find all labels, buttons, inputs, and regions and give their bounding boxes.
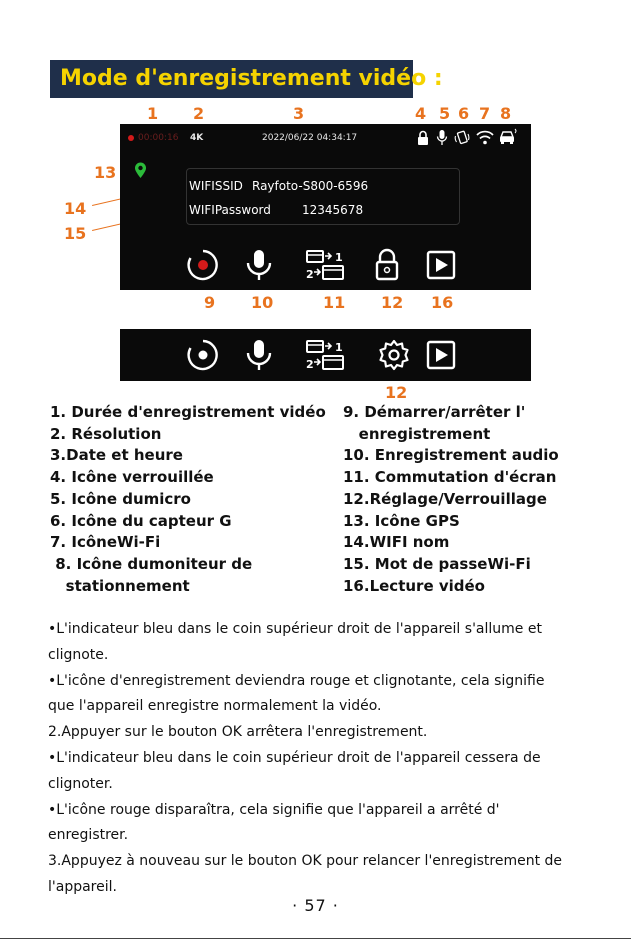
legend-item: 12.Réglage/Verrouillage bbox=[343, 489, 547, 508]
switch-label-1: 1 bbox=[335, 341, 343, 354]
legend-item: 9. Démarrer/arrêter l' bbox=[343, 403, 526, 421]
callout-13: 13 bbox=[94, 163, 117, 182]
car-icon bbox=[498, 128, 518, 145]
wifi-ssid-label: WIFISSID bbox=[189, 179, 243, 193]
callout-10: 10 bbox=[251, 293, 274, 312]
wifi-password-value: 12345678 bbox=[302, 203, 364, 217]
lock-icon bbox=[416, 130, 430, 146]
legend-item: 13. Icône GPS bbox=[343, 511, 460, 530]
callout-11: 11 bbox=[323, 293, 346, 312]
callout-6: 6 bbox=[458, 104, 470, 123]
legend-item: 6. Icône du capteur G bbox=[50, 511, 232, 530]
legend-item: 4. Icône verrouillée bbox=[50, 468, 214, 487]
paragraph-line: l'appareil. bbox=[48, 878, 117, 895]
lock-button[interactable] bbox=[374, 248, 400, 282]
legend-item: enregistrement bbox=[343, 424, 491, 443]
gear-icon[interactable] bbox=[378, 339, 410, 371]
gps-icon bbox=[134, 162, 147, 179]
legend-item: 10. Enregistrement audio bbox=[343, 446, 559, 465]
playback-button[interactable] bbox=[426, 340, 456, 370]
microphone-icon bbox=[436, 129, 448, 146]
paragraph-line: •L'icône d'enregistrement deviendra rouge et clignotante, cela signifie bbox=[48, 672, 545, 689]
legend-item: 15. Mot de passeWi-Fi bbox=[343, 554, 531, 573]
camera-screen-idle bbox=[120, 329, 531, 381]
wifi-ssid-value: Rayfoto-S800-6596 bbox=[252, 179, 369, 193]
gsensor-icon bbox=[454, 130, 470, 146]
legend-item: 14.WIFI nom bbox=[343, 533, 450, 552]
screen-switch-button[interactable] bbox=[304, 247, 350, 283]
legend-item: 5. Icône dumicro bbox=[50, 489, 191, 508]
legend-item: 16.Lecture vidéo bbox=[343, 576, 485, 595]
paragraph-line: que l'appareil enregistre normalement la vidéo. bbox=[48, 698, 382, 715]
callout-14: 14 bbox=[64, 199, 87, 218]
instructions-paragraph bbox=[48, 617, 588, 901]
record-button[interactable] bbox=[186, 248, 220, 282]
record-button[interactable] bbox=[186, 338, 220, 372]
record-duration: 00:00:16 bbox=[138, 133, 179, 143]
callout-4: 4 bbox=[415, 104, 427, 123]
callout-3: 3 bbox=[293, 104, 305, 123]
audio-record-button[interactable] bbox=[244, 338, 274, 372]
callout-12-settings: 12 bbox=[385, 383, 408, 402]
legend-item: 8. Icône dumoniteur de bbox=[50, 554, 253, 573]
switch-label-2: 2 bbox=[306, 268, 314, 281]
paragraph-line: 2.Appuyer sur le bouton OK arrêtera l'enregistrement. bbox=[48, 724, 428, 741]
legend-item: 2. Résolution bbox=[50, 424, 162, 443]
resolution-badge: 4K bbox=[190, 133, 204, 143]
wifi-icon bbox=[476, 130, 494, 145]
legend-item: 7. IcôneWi-Fi bbox=[50, 533, 161, 552]
camera-screen-recording bbox=[120, 124, 531, 290]
paragraph-line: clignote. bbox=[48, 646, 109, 663]
callout-1: 1 bbox=[147, 104, 159, 123]
legend-left bbox=[50, 402, 326, 597]
legend-item: stationnement bbox=[50, 576, 190, 595]
switch-label-2: 2 bbox=[306, 358, 314, 371]
callout-15: 15 bbox=[64, 224, 87, 243]
legend-right bbox=[343, 402, 559, 597]
paragraph-line: •L'icône rouge disparaîtra, cela signifie que l'appareil a arrêté d' bbox=[48, 801, 500, 818]
page-number: · 57 · bbox=[292, 896, 339, 915]
playback-button[interactable] bbox=[426, 250, 456, 280]
legend-item: 1. Durée d'enregistrement vidéo bbox=[50, 403, 326, 421]
paragraph-line: clignoter. bbox=[48, 775, 113, 792]
paragraph-line: enregistrer. bbox=[48, 827, 129, 844]
screen-switch-button[interactable] bbox=[304, 337, 350, 373]
paragraph-line: 3.Appuyez à nouveau sur le bouton OK pour relancer l'enregistrement de bbox=[48, 853, 563, 870]
callout-2: 2 bbox=[193, 104, 205, 123]
callout-8: 8 bbox=[500, 104, 512, 123]
legend-item: 11. Commutation d'écran bbox=[343, 468, 557, 487]
callout-12: 12 bbox=[381, 293, 404, 312]
audio-record-button[interactable] bbox=[244, 248, 274, 282]
callout-16: 16 bbox=[431, 293, 454, 312]
legend-item: 3.Date et heure bbox=[50, 446, 183, 465]
paragraph-line: •L'indicateur bleu dans le coin supérieur droit de l'appareil cessera de bbox=[48, 749, 541, 766]
callout-7: 7 bbox=[479, 104, 491, 123]
switch-label-1: 1 bbox=[335, 251, 343, 264]
section-title: Mode d'enregistrement vidéo : bbox=[50, 60, 413, 98]
paragraph-line: •L'indicateur bleu dans le coin supérieur droit de l'appareil s'allume et bbox=[48, 621, 542, 637]
callout-5: 5 bbox=[439, 104, 451, 123]
recording-dot-icon bbox=[128, 135, 134, 141]
wifi-password-label: WIFIPassword bbox=[189, 203, 271, 217]
footer-divider bbox=[0, 938, 631, 939]
callout-9: 9 bbox=[204, 293, 216, 312]
date-time: 2022/06/22 04:34:17 bbox=[262, 133, 358, 143]
